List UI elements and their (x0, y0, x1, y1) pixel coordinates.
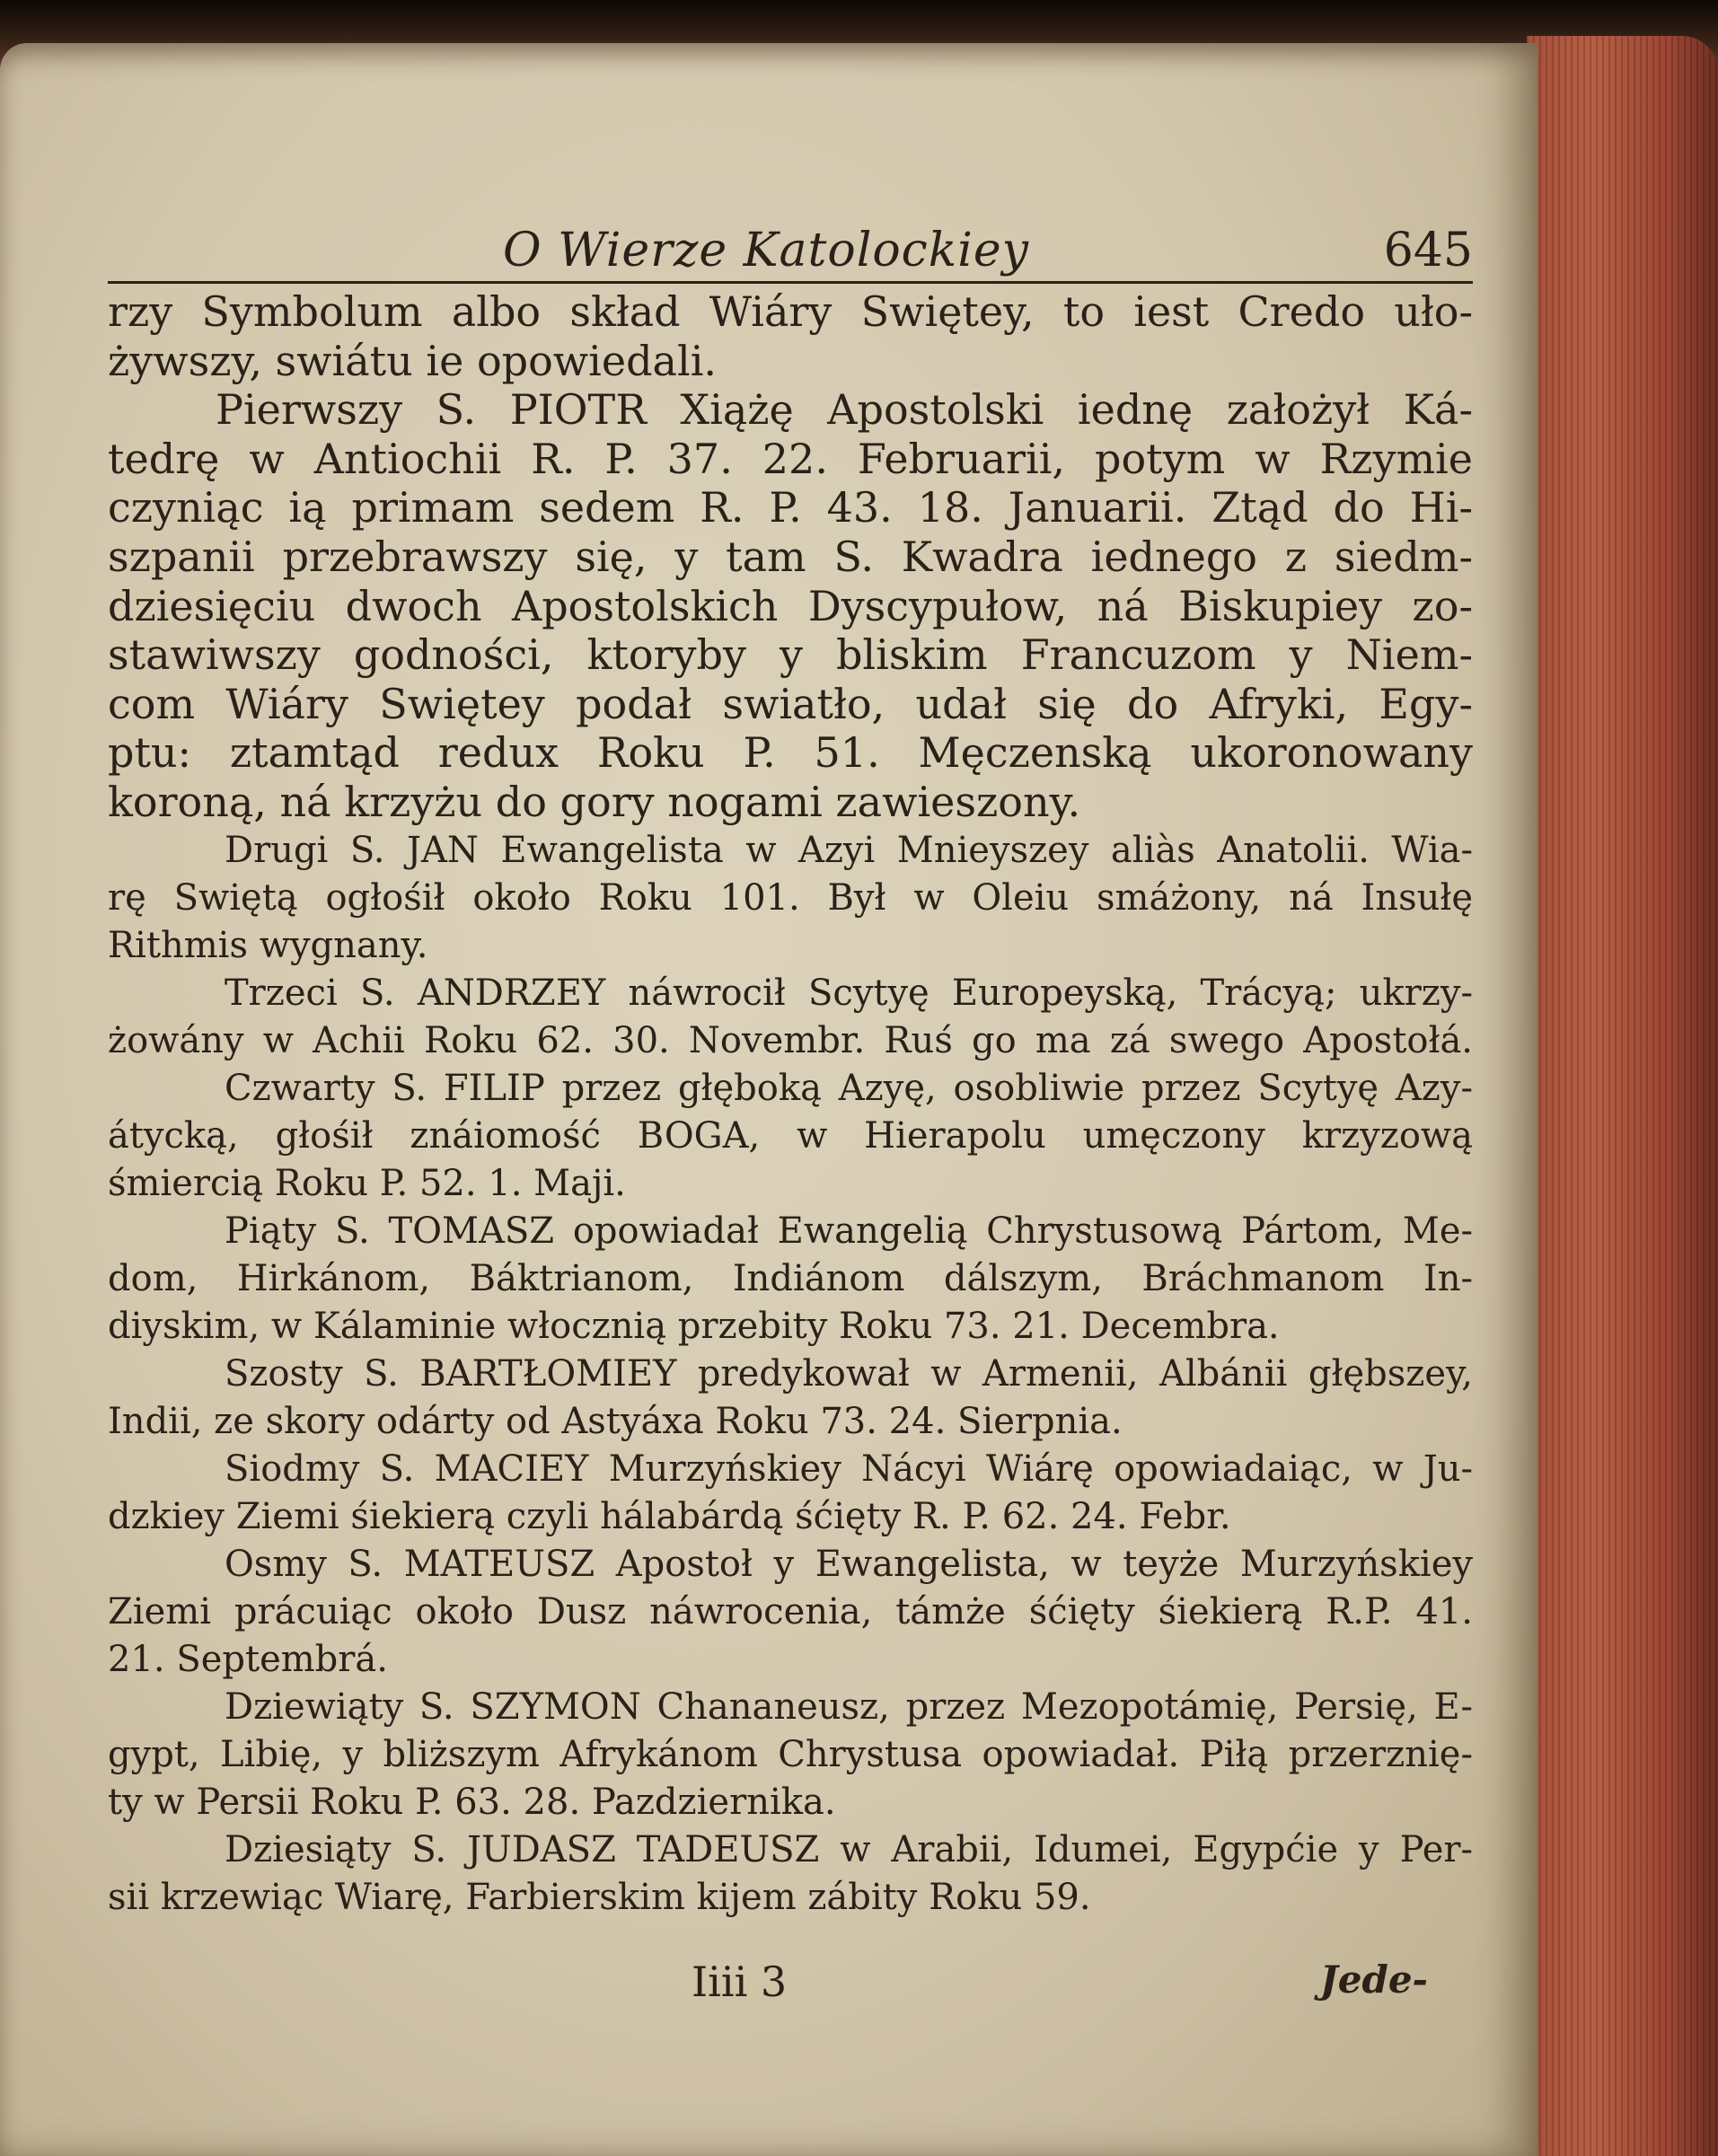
text-line: 21. Septembrá. (108, 1638, 388, 1680)
text-line: żywszy, swiátu ie opowiedali. (108, 336, 718, 385)
running-title: O Wierze Katolockiey (503, 224, 1030, 277)
text-line: szpanii przebrawszy się, y tam S. Kwadra iednego z siedm- (108, 532, 1473, 581)
text-line: Ziemi prácuiąc około Dusz náwrocenia, támże śćięty śiekierą R.P. 41. (108, 1590, 1473, 1632)
text-line: Drugi S. JAN Ewangelista w Azyi Mnieyszey aliàs Anatolii. Wia- (225, 829, 1473, 871)
text-line: Czwarty S. FILIP przez głęboką Azyę, osobliwie przez Scytyę Azy- (225, 1067, 1473, 1109)
book-page (0, 43, 1537, 2156)
page-edges (1527, 36, 1718, 2156)
text-line: Indii, ze skory odárty od Astyáxa Roku 73. 24. Sierpnia. (108, 1400, 1123, 1442)
text-line: Szosty S. BARTŁOMIEY predykował w Armenii, Albánii głębszey, (225, 1352, 1473, 1395)
text-line: com Wiáry Swiętey podał swiatło, udał się do Afryki, Egy- (108, 679, 1473, 728)
text-line: tedrę w Antiochii R. P. 37. 22. Februarii, potym w Rzymie (108, 434, 1473, 483)
catchword: Jede- (1319, 1957, 1428, 2002)
text-line: rę Swiętą ogłośił około Roku 101. Był w Oleiu smáżony, ná Insułę (108, 876, 1473, 919)
text-line: ty w Persii Roku P. 63. 28. Pazdziernika. (108, 1781, 836, 1823)
text-line: stawiwszy godności, ktoryby y bliskim Francuzom y Niem- (108, 630, 1473, 680)
text-line: Siodmy S. MACIEY Murzyńskiey Nácyi Wiárę opowiadaiąc, w Ju- (225, 1448, 1473, 1490)
text-line: rzy Symbolum albo skład Wiáry Swiętey, to iest Credo uło- (108, 287, 1473, 336)
text-line: Rithmis wygnany. (108, 924, 428, 966)
page-footer (108, 1958, 1473, 2011)
text-line: koroną, ná krzyżu do gory nogami zawieszony. (108, 777, 1081, 826)
running-head (108, 218, 1473, 284)
text-line: żowány w Achii Roku 62. 30. Novembr. Ruś go ma zá swego Apostołá. (108, 1019, 1473, 1061)
page-number: 645 (1383, 224, 1473, 277)
text-line: Dziesiąty S. JUDASZ TADEUSZ w Arabii, Idumei, Egypćie y Per- (225, 1828, 1473, 1870)
text-line: czyniąc ią primam sedem R. P. 43. 18. Januarii. Ztąd do Hi- (108, 483, 1473, 532)
text-line: dziesięciu dwoch Apostolskich Dyscypułow, ná Biskupiey zo- (108, 581, 1473, 630)
text-line: Dziewiąty S. SZYMON Chananeusz, przez Mezopotámię, Persię, E- (225, 1685, 1473, 1728)
text-line: Trzeci S. ANDRZEY náwrocił Scytyę Europeyską, Trácyą; ukrzy- (225, 972, 1473, 1014)
text-line: Pierwszy S. PIOTR Xiążę Apostolski iednę założył Ká- (216, 385, 1473, 435)
text-line: sii krzewiąc Wiarę, Farbierskim kijem zábity Roku 59. (108, 1876, 1091, 1918)
text-line: gypt, Libię, y bliższym Afrykánom Chrystusa opowiadał. Piłą przerznię- (108, 1733, 1473, 1775)
text-line: diyskim, w Kálaminie włocznią przebity Roku 73. 21. Decembra. (108, 1305, 1280, 1347)
text-line: dzkiey Ziemi śiekierą czyli hálabárdą śćięty R. P. 62. 24. Febr. (108, 1495, 1231, 1537)
signature-mark: Iiii 3 (692, 1957, 788, 2006)
text-line: Osmy S. MATEUSZ Apostoł y Ewangelista, w teyże Murzyńskiey (225, 1543, 1473, 1585)
text-line: śmiercią Roku P. 52. 1. Maji. (108, 1162, 626, 1204)
text-line: Piąty S. TOMASZ opowiadał Ewangelią Chrystusową Pártom, Me- (225, 1210, 1473, 1252)
text-line: átycką, głośił znáiomość BOGA, w Hierapolu umęczony krzyzową (108, 1114, 1473, 1157)
text-line: ptu: ztamtąd redux Roku P. 51. Męczenską ukoronowany (108, 728, 1473, 778)
text-line: dom, Hirkánom, Báktrianom, Indiánom dálszym, Bráchmanom In- (108, 1257, 1473, 1299)
text-body (108, 287, 1473, 1922)
page-content (108, 218, 1473, 2011)
